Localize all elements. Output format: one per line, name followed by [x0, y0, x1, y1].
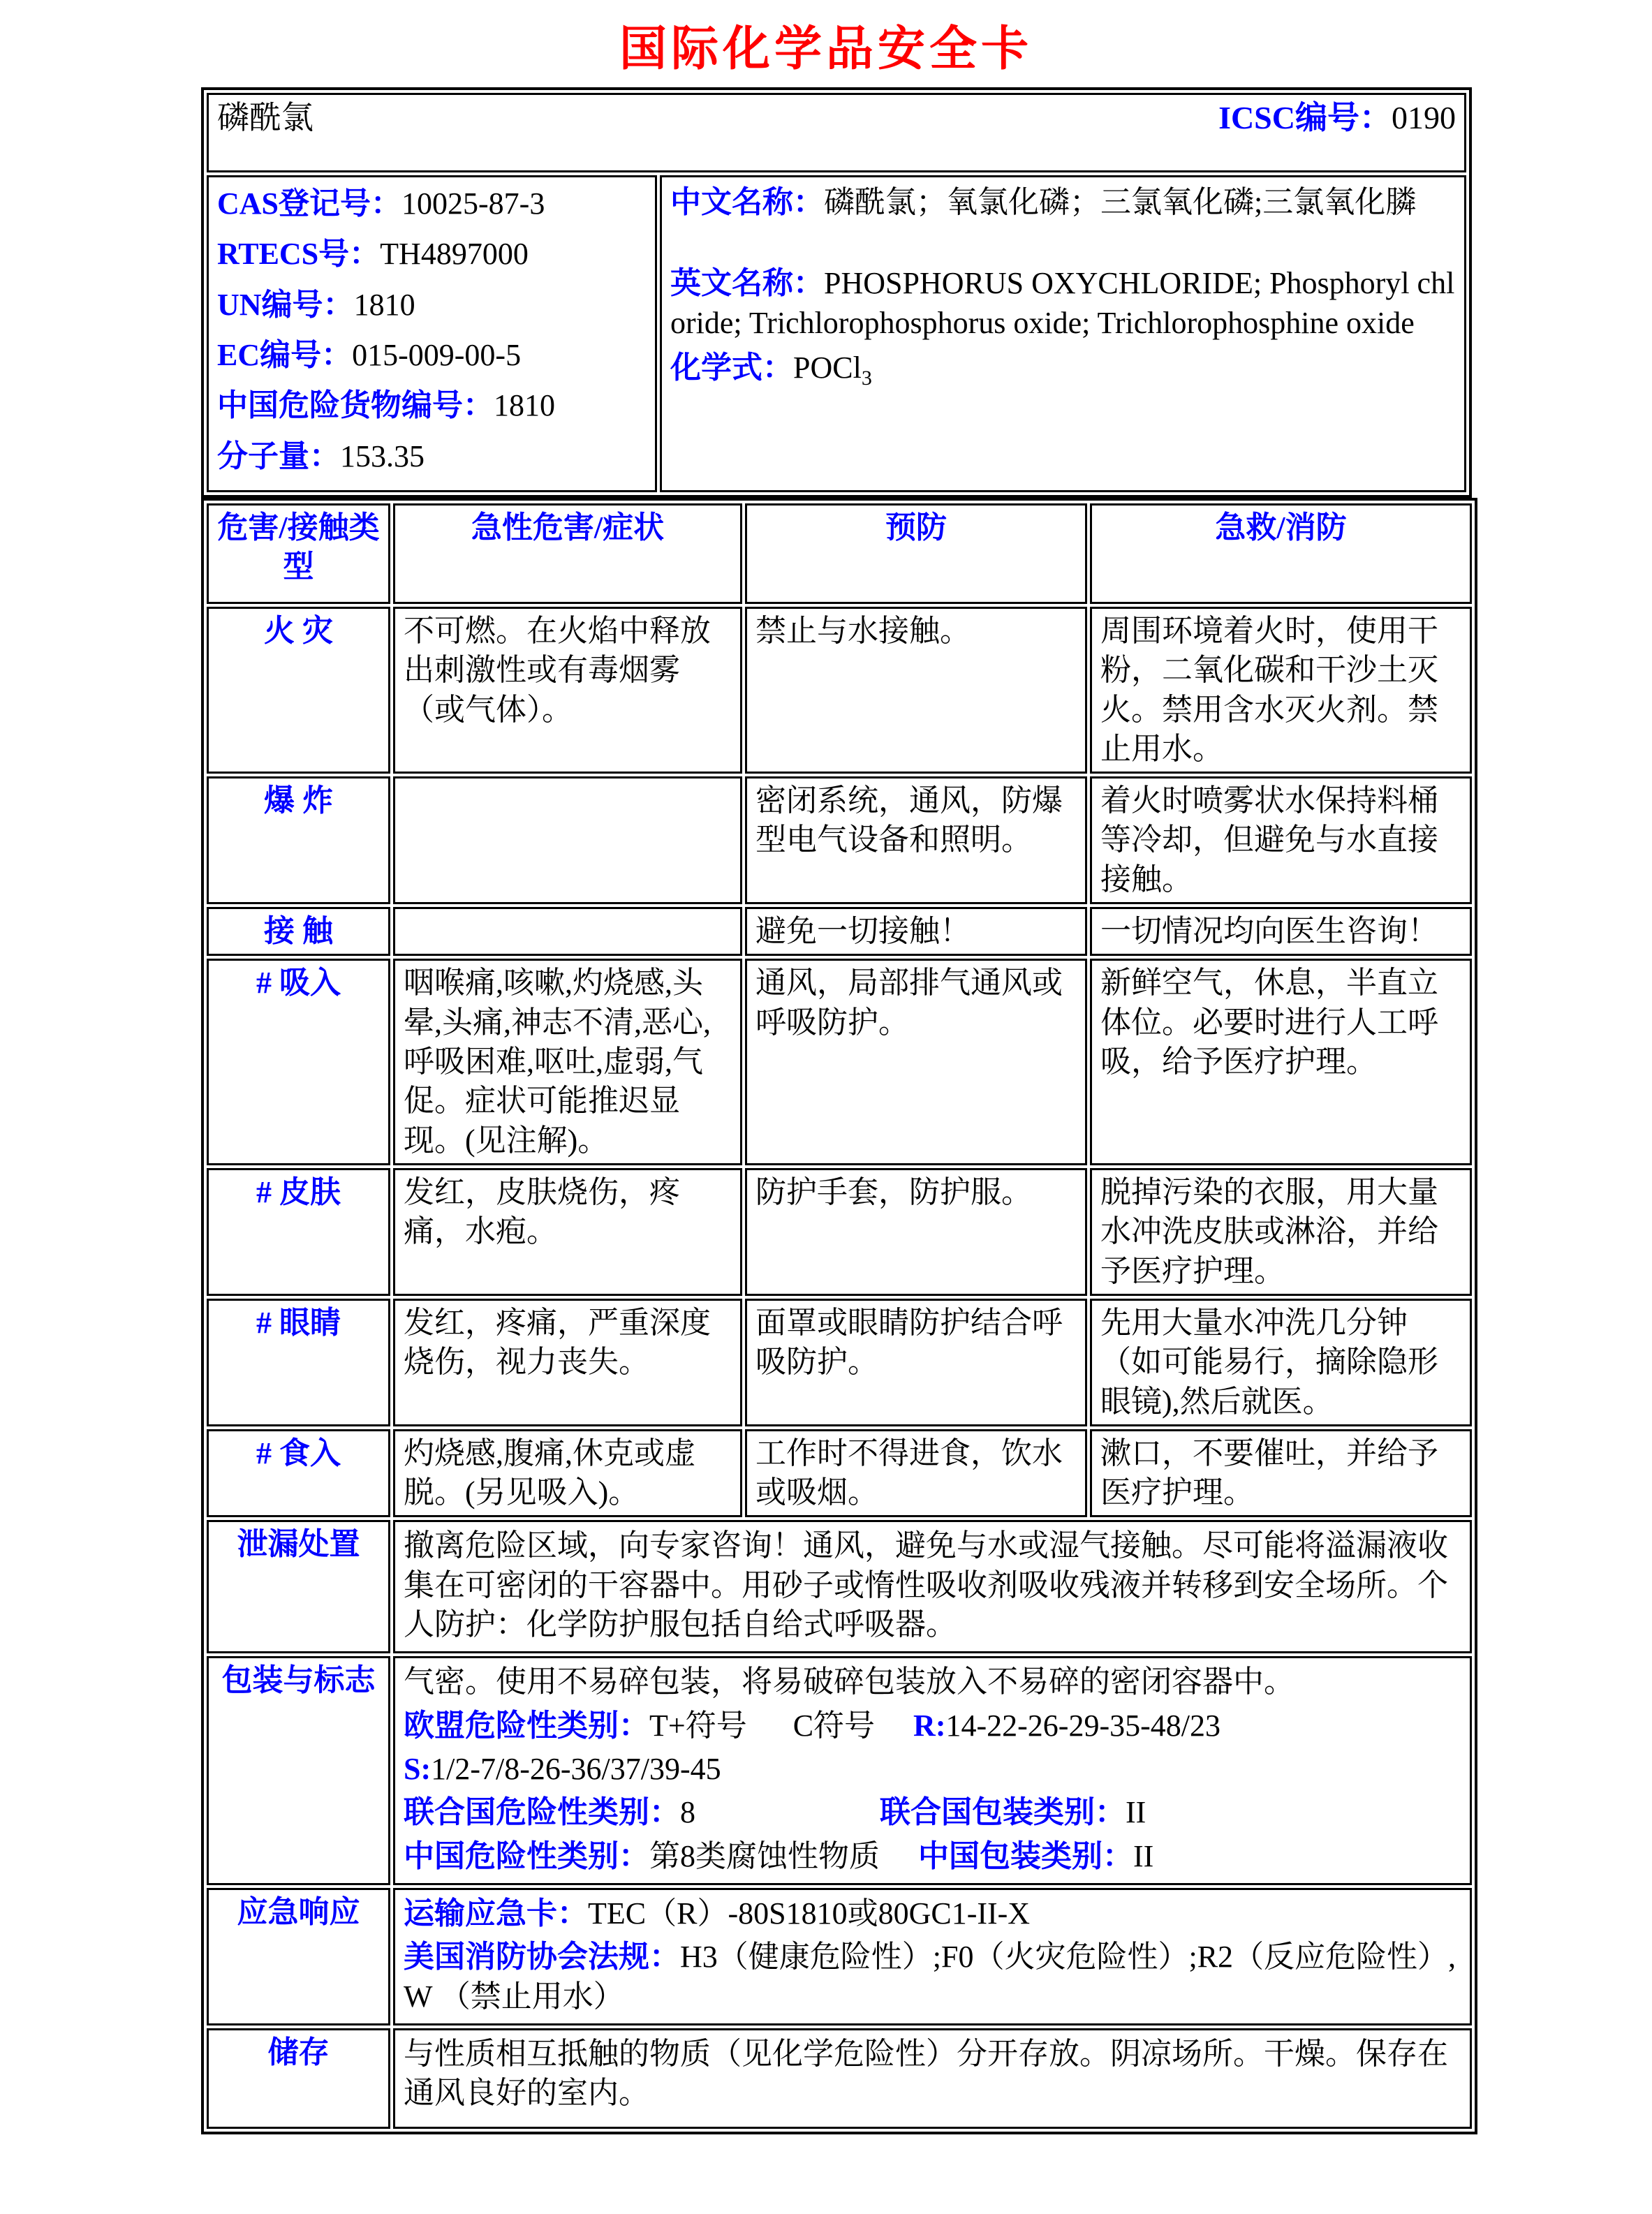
hazard-type-eyes: # 眼睛 [207, 1299, 390, 1426]
packaging-labeling-segment: 气密。使用不易碎包装，将易破碎包装放入不易碎的密闭容器中。 [404, 1665, 1295, 1699]
hazard-inhalation-firstaid: 新鲜空气，休息，半直立体位。必要时进行人工呼吸，给予医疗护理。 [1090, 959, 1472, 1165]
hazard-row-fire [207, 607, 1472, 774]
hazard-type-explosion: 爆 炸 [207, 776, 390, 904]
spillage-disposal-line-0 [404, 1526, 1461, 1644]
packaging-labeling-segment: 8 [680, 1795, 880, 1830]
packaging-labeling-line-0 [404, 1662, 1461, 1702]
substance-title-row [207, 93, 1466, 172]
storage-line-0 [404, 2035, 1461, 2113]
substance-name: 磷酰氯 [217, 100, 314, 135]
emergency-response-segment: 美国消防协会法规： [404, 1940, 680, 1975]
identifier-label: UN编号： [217, 287, 354, 322]
icsc-number [1218, 98, 1456, 139]
names-cell [660, 175, 1466, 492]
identifier-label: RTECS号： [217, 237, 381, 272]
icsc-number-value: 0190 [1392, 100, 1456, 135]
packaging-labeling-line-4 [404, 1837, 1461, 1876]
hazard-explosion-firstaid: 着火时喷雾状水保持料桶等冷却，但避免与水直接接触。 [1090, 776, 1472, 904]
packaging-labeling-segment: 第8类腐蚀性物质 [649, 1838, 918, 1873]
hazard-row-skin [207, 1168, 1472, 1296]
hazard-skin-symptoms: 发红，皮肤烧伤，疼痛，水疱。 [393, 1168, 742, 1296]
hazard-fire-symptoms: 不可燃。在火焰中释放出刺激性或有毒烟雾（或气体）。 [393, 607, 742, 774]
identifier-line-0 [217, 184, 647, 223]
packaging-labeling-segment: 联合国包装类别： [880, 1795, 1126, 1830]
section-content-storage [393, 2028, 1472, 2129]
packaging-labeling-segment: 14-22-26-29-35-48/23 [945, 1708, 1220, 1743]
identification-row [207, 175, 1466, 492]
english-names-label: 英文名称： [670, 266, 824, 301]
formula-subscript: 3 [861, 366, 872, 390]
emergency-response-line-0 [404, 1894, 1461, 1933]
formula-line [670, 348, 1456, 392]
hazard-header-firstaid: 急救/消防 [1090, 503, 1472, 604]
section-row-spillage-disposal [207, 1520, 1472, 1653]
formula-label: 化学式： [670, 350, 793, 385]
hazard-type-contact: 接 触 [207, 907, 390, 956]
page-title: 国际化学品安全卡 [619, 22, 1033, 75]
chinese-names-line [670, 183, 1456, 222]
hazard-row-ingestion [207, 1429, 1472, 1518]
identifier-value: 10025-87-3 [401, 186, 545, 221]
identifier-line-3 [217, 336, 647, 375]
english-names-line [670, 264, 1456, 343]
packaging-labeling-segment: II [1133, 1838, 1154, 1873]
storage-segment: 与性质相互抵触的物质（见化学危险性）分开存放。阴凉场所。干燥。保存在通风良好的室内。 [404, 2036, 1448, 2111]
identifier-label: 中国危险货物编号： [217, 388, 494, 423]
section-label-spillage-disposal: 泄漏处置 [207, 1520, 390, 1653]
hazard-row-explosion [207, 776, 1472, 904]
identifier-value: 015-009-00-5 [352, 337, 522, 372]
identifier-line-1 [217, 235, 647, 274]
emergency-response-segment: 运输应急卡： [404, 1896, 588, 1931]
identifier-line-2 [217, 286, 647, 325]
packaging-labeling-segment: R: [913, 1708, 946, 1743]
hazard-row-inhalation [207, 959, 1472, 1165]
hazard-inhalation-symptoms: 咽喉痛,咳嗽,灼烧感,头晕,头痛,神志不清,恶心,呼吸困难,呕吐,虚弱,气促。症状可能推迟显现。(见注解)。 [393, 959, 742, 1165]
identifier-value: TH4897000 [380, 237, 529, 272]
hazard-type-ingestion: # 食入 [207, 1429, 390, 1518]
hazard-contact-prevention: 避免一切接触！ [745, 907, 1087, 956]
packaging-labeling-segment: 1/2-7/8-26-36/37/39-45 [431, 1752, 721, 1786]
packaging-labeling-segment: 中国危险性类别： [404, 1838, 649, 1873]
section-content-packaging-labeling [393, 1656, 1472, 1885]
packaging-labeling-segment: 中国包装类别： [918, 1838, 1133, 1873]
hazard-eyes-symptoms: 发红，疼痛，严重深度烧伤，视力丧失。 [393, 1299, 742, 1426]
icsc-card-page [0, 11, 1652, 2134]
identifier-value: 153.35 [340, 438, 425, 473]
hazard-eyes-prevention: 面罩或眼睛防护结合呼吸防护。 [745, 1299, 1087, 1426]
section-row-packaging-labeling [207, 1656, 1472, 1885]
section-label-packaging-labeling: 包装与标志 [207, 1656, 390, 1885]
emergency-response-segment: TEC（R）-80S1810或80GC1-II-X [588, 1896, 1031, 1931]
packaging-labeling-segment: 联合国危险性类别： [404, 1795, 680, 1830]
icsc-number-label: ICSC编号： [1218, 100, 1392, 135]
packaging-labeling-segment: T+符号 C符号 [649, 1708, 914, 1743]
hazard-inhalation-prevention: 通风，局部排气通风或呼吸防护。 [745, 959, 1087, 1165]
section-label-emergency-response: 应急响应 [207, 1888, 390, 2025]
identifier-label: 分子量： [217, 438, 340, 473]
packaging-labeling-segment: S: [404, 1752, 432, 1786]
identifier-label: EC编号： [217, 337, 353, 372]
packaging-labeling-line-1 [404, 1706, 1461, 1746]
hazard-row-eyes [207, 1299, 1472, 1426]
hazard-explosion-prevention: 密闭系统，通风，防爆型电气设备和照明。 [745, 776, 1087, 904]
hazard-header-row [207, 503, 1472, 604]
packaging-labeling-line-3 [404, 1793, 1461, 1832]
spillage-disposal-segment: 撤离危险区域，向专家咨询！通风，避免与水或湿气接触。尽可能将溢漏液收集在可密闭的干容器中。用砂子或惰性吸收剂吸收残液并转移到安全场所。个人防护：化学防护服包括自给式呼吸器。 [404, 1528, 1448, 1642]
hazard-fire-firstaid: 周围环境着火时，使用干粉，二氧化碳和干沙土灭火。禁用含水灭火剂。禁止用水。 [1090, 607, 1472, 774]
section-label-storage: 储存 [207, 2028, 390, 2129]
identifier-line-4 [217, 386, 647, 425]
packaging-labeling-segment: 欧盟危险性类别： [404, 1708, 649, 1743]
identifiers-cell [207, 175, 657, 492]
identifier-label: CAS登记号： [217, 186, 402, 221]
section-row-storage [207, 2028, 1472, 2129]
hazard-ingestion-firstaid: 漱口，不要催吐，并给予医疗护理。 [1090, 1429, 1472, 1518]
hazard-ingestion-prevention: 工作时不得进食，饮水或吸烟。 [745, 1429, 1087, 1518]
hazard-skin-prevention: 防护手套，防护服。 [745, 1168, 1087, 1296]
hazard-table [201, 498, 1477, 2134]
hazard-contact-symptoms [393, 907, 742, 956]
packaging-labeling-segment: II [1126, 1795, 1146, 1830]
hazard-skin-firstaid: 脱掉污染的衣服，用大量水冲洗皮肤或淋浴，并给予医疗护理。 [1090, 1168, 1472, 1296]
formula-value: POCl$_3$ [793, 350, 872, 390]
identifier-value: 1810 [494, 388, 555, 423]
hazard-header-type: 危害/接触类型 [207, 503, 390, 604]
section-row-emergency-response [207, 1888, 1472, 2025]
identifier-value: 1810 [353, 287, 415, 322]
hazard-contact-firstaid: 一切情况均向医生咨询！ [1090, 907, 1472, 956]
hazard-header-prevention: 预防 [745, 503, 1087, 604]
hazard-fire-prevention: 禁止与水接触。 [745, 607, 1087, 774]
identifier-line-5 [217, 437, 647, 476]
english-names-value: PHOSPHORUS OXYCHLORIDE; Phosphoryl chloride; Trichlorophosphorus oxide; Trichlorophosphine oxide [670, 266, 1455, 340]
hazard-type-skin: # 皮肤 [207, 1168, 390, 1296]
hazard-row-contact [207, 907, 1472, 956]
emergency-response-segment: H3（健康危险性）;F0（火灾危险性）;R2（反应危险性）, W （禁止用水） [404, 1940, 1464, 2014]
hazard-ingestion-symptoms: 灼烧感,腹痛,休克或虚脱。(另见吸入)。 [393, 1429, 742, 1518]
hazard-eyes-firstaid: 先用大量水冲洗几分钟（如可能易行，摘除隐形眼镜),然后就医。 [1090, 1299, 1472, 1426]
hazard-type-fire: 火 灾 [207, 607, 390, 774]
hazard-type-inhalation: # 吸入 [207, 959, 390, 1165]
section-content-spillage-disposal [393, 1520, 1472, 1653]
chinese-names-label: 中文名称： [670, 185, 824, 219]
section-content-emergency-response [393, 1888, 1472, 2025]
emergency-response-line-1 [404, 1938, 1464, 2016]
card-header-table [201, 87, 1472, 498]
packaging-labeling-line-2 [404, 1750, 1461, 1789]
chinese-names-value: 磷酰氯；氧氯化磷；三氯氧化磷;三氯氧化膦 [824, 185, 1417, 219]
substance-title-cell [207, 93, 1466, 172]
hazard-explosion-symptoms [393, 776, 742, 904]
hazard-header-symptoms: 急性危害/症状 [393, 503, 742, 604]
